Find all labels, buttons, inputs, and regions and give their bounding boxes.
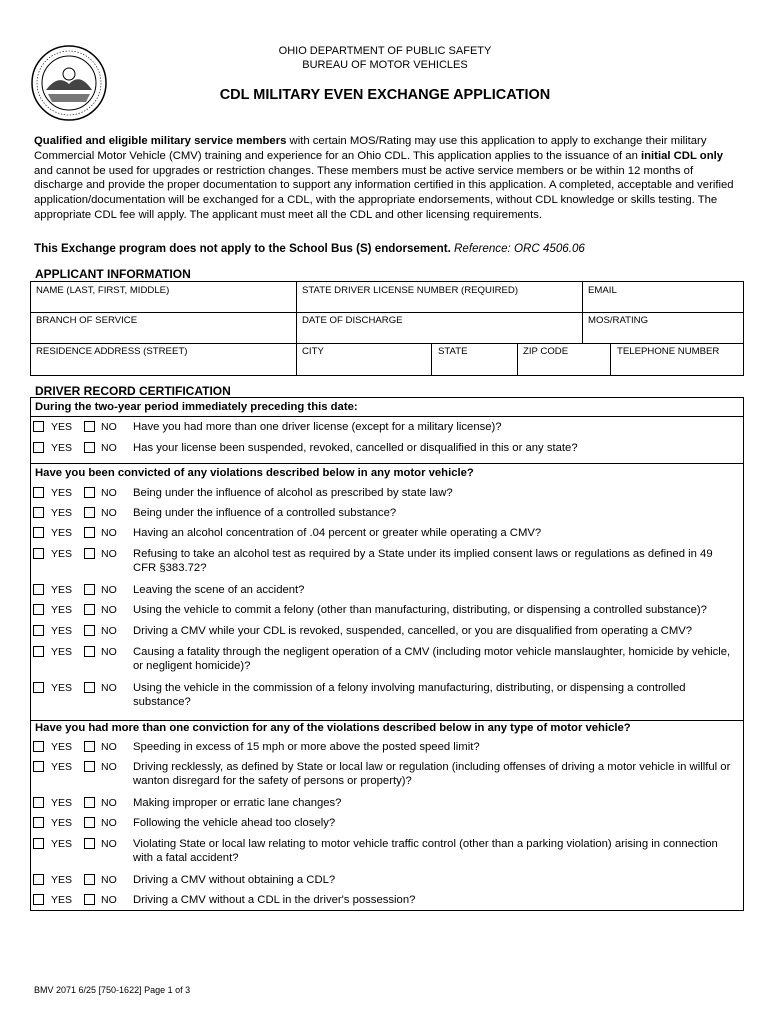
no-checkbox[interactable] [84,442,95,453]
no-checkbox[interactable] [84,682,95,693]
yes-label: YES [51,741,73,753]
period-heading: During the two-year period immediately preceding this date: [35,401,358,413]
intro-lead: Qualified and eligible military service members [34,135,287,147]
question-text: Leaving the scene of an accident? [133,584,305,596]
discharge-date-field[interactable]: DATE OF DISCHARGE [302,315,403,326]
yes-label: YES [51,874,73,886]
no-label: NO [101,817,117,829]
no-checkbox[interactable] [84,741,95,752]
no-label: NO [101,507,117,519]
yes-label: YES [51,507,73,519]
yes-checkbox[interactable] [33,548,44,559]
no-label: NO [101,838,117,850]
no-apply-text: This Exchange program does not apply to the School Bus (S) endorsement. [34,242,451,255]
yes-label: YES [51,584,73,596]
mos-rating-field[interactable]: MOS/RATING [588,315,649,326]
no-label: NO [101,894,117,906]
no-label: NO [101,548,117,560]
no-checkbox[interactable] [84,527,95,538]
zip-field[interactable]: ZIP CODE [523,346,569,357]
intro-text-2: and cannot be used for upgrades or restriction changes. These members must be active service members or be within 12 months of discharge and provide the proper documentation to support any information certified in this application. A completed, acceptable and verified application/documentation will be exchanged for a CDL, with the appropriate endorsements, without CDL knowledge or skills testing. The appropriate CDL fee will apply. The applicant must meet all the CDL and other licensing requirements. [34,164,734,221]
question-text: Having an alcohol concentration of .04 percent or greater while operating a CMV? [133,527,542,539]
yes-checkbox[interactable] [33,646,44,657]
yes-label: YES [51,682,73,694]
page-title: CDL MILITARY EVEN EXCHANGE APPLICATION [219,87,551,103]
yes-checkbox[interactable] [33,838,44,849]
no-label: NO [101,442,117,454]
yes-checkbox[interactable] [33,487,44,498]
name-field[interactable]: NAME (LAST, FIRST, MIDDLE) [36,285,170,296]
email-field[interactable]: EMAIL [588,285,617,296]
license-number-field[interactable]: STATE DRIVER LICENSE NUMBER (REQUIRED) [302,285,519,296]
no-label: NO [101,584,117,596]
question-text: Making improper or erratic lane changes? [133,797,342,809]
yes-label: YES [51,604,73,616]
no-label: NO [101,741,117,753]
question-text: Being under the influence of alcohol as prescribed by state law? [133,487,453,499]
question-text: Being under the influence of a controlled substance? [133,507,397,519]
intro-text-1: with certain MOS/Rating may use this application to apply to exchange their military Commercial Motor Vehicle (CMV) training and experience for an Ohio CDL. This application applies to the issuance of an [34,135,707,162]
no-checkbox[interactable] [84,874,95,885]
state-field[interactable]: STATE [438,346,468,357]
yes-label: YES [51,527,73,539]
no-label: NO [101,421,117,433]
question-text: Driving a CMV without a CDL in the driver's possession? [133,894,416,906]
no-checkbox[interactable] [84,894,95,905]
question-text: Refusing to take an alcohol test as required by a State under its implied consent laws or regulations as defined in 49 CFR §383.72? [133,548,713,574]
no-label: NO [101,646,117,658]
yes-label: YES [51,797,73,809]
yes-label: YES [51,894,73,906]
no-label: NO [101,604,117,616]
question-text: Causing a fatality through the negligent operation of a CMV (including motor vehicle manslaughter, homicide by vehicle, or negligent homicide)? [133,646,731,672]
city-field[interactable]: CITY [302,346,324,357]
yes-checkbox[interactable] [33,442,44,453]
no-checkbox[interactable] [84,646,95,657]
yes-label: YES [51,646,73,658]
no-label: NO [101,682,117,694]
intro-bold-2: initial CDL only [641,149,724,162]
yes-checkbox[interactable] [33,625,44,636]
intro-paragraph [34,134,740,223]
no-checkbox[interactable] [84,797,95,808]
yes-checkbox[interactable] [33,817,44,828]
driver-record-heading: DRIVER RECORD CERTIFICATION [35,384,231,398]
no-checkbox[interactable] [84,817,95,828]
question-text: Driving recklessly, as defined by State or local law or regulation (including offenses of driving a motor vehicle in willful or wanton disregard for the safety of persons or property)? [133,761,731,787]
yes-checkbox[interactable] [33,527,44,538]
question-text: Violating State or local law relating to motor vehicle traffic control (other than a parking violation) arising in connection with a fatal accident? [133,838,718,864]
applicant-heading: APPLICANT INFORMATION [35,267,191,281]
no-checkbox[interactable] [84,625,95,636]
yes-checkbox[interactable] [33,894,44,905]
yes-label: YES [51,548,73,560]
yes-label: YES [51,442,73,454]
question-text: Following the vehicle ahead too closely? [133,817,336,829]
question-text: Speeding in excess of 15 mph or more above the posted speed limit? [133,741,480,753]
form-footer: BMV 2071 6/25 [750-1622] Page 1 of 3 [34,985,191,995]
exclusion-notice [34,242,585,255]
question-text: Driving a CMV while your CDL is revoked, suspended, cancelled, or you are disqualified from operating a CMV? [133,625,693,637]
no-checkbox[interactable] [84,604,95,615]
yes-label: YES [51,817,73,829]
no-checkbox[interactable] [84,761,95,772]
yes-label: YES [51,761,73,773]
question-text: Using the vehicle in the commission of a felony involving manufacturing, distributing, or dispensing a controlled substance? [133,682,686,708]
reference-text: Reference: ORC 4506.06 [454,242,585,255]
yes-checkbox[interactable] [33,604,44,615]
yes-checkbox[interactable] [33,584,44,595]
question-text: Using the vehicle to commit a felony (other than manufacturing, distributing, or dispensing a controlled substance)? [133,604,707,616]
question-text: Have you had more than one driver license (except for a military license)? [133,421,502,433]
group3-heading: Have you had more than one conviction for any of the violations described below in any type of motor vehicle? [35,722,631,734]
no-checkbox[interactable] [84,548,95,559]
yes-checkbox[interactable] [33,741,44,752]
branch-field[interactable]: BRANCH OF SERVICE [36,315,138,326]
question-text: Has your license been suspended, revoked, cancelled or disqualified in this or any state? [133,442,578,454]
address-field[interactable]: RESIDENCE ADDRESS (STREET) [36,346,188,357]
no-checkbox[interactable] [84,421,95,432]
yes-checkbox[interactable] [33,507,44,518]
yes-label: YES [51,487,73,499]
no-label: NO [101,797,117,809]
yes-checkbox[interactable] [33,682,44,693]
no-label: NO [101,527,117,539]
yes-label: YES [51,838,73,850]
yes-checkbox[interactable] [33,874,44,885]
yes-checkbox[interactable] [33,421,44,432]
no-label: NO [101,487,117,499]
no-label: NO [101,761,117,773]
telephone-field[interactable]: TELEPHONE NUMBER [617,346,720,357]
no-checkbox[interactable] [84,584,95,595]
yes-checkbox[interactable] [33,761,44,772]
department-name: OHIO DEPARTMENT OF PUBLIC SAFETY [278,45,492,57]
question-text: Driving a CMV without obtaining a CDL? [133,874,336,886]
applicant-grid [30,281,744,376]
yes-checkbox[interactable] [33,797,44,808]
no-label: NO [101,625,117,637]
no-label: NO [101,874,117,886]
no-checkbox[interactable] [84,507,95,518]
yes-label: YES [51,421,73,433]
group2-heading: Have you been convicted of any violations described below in any motor vehicle? [35,467,474,479]
no-checkbox[interactable] [84,487,95,498]
no-checkbox[interactable] [84,838,95,849]
yes-label: YES [51,625,73,637]
bureau-name: BUREAU OF MOTOR VEHICLES [302,59,468,71]
